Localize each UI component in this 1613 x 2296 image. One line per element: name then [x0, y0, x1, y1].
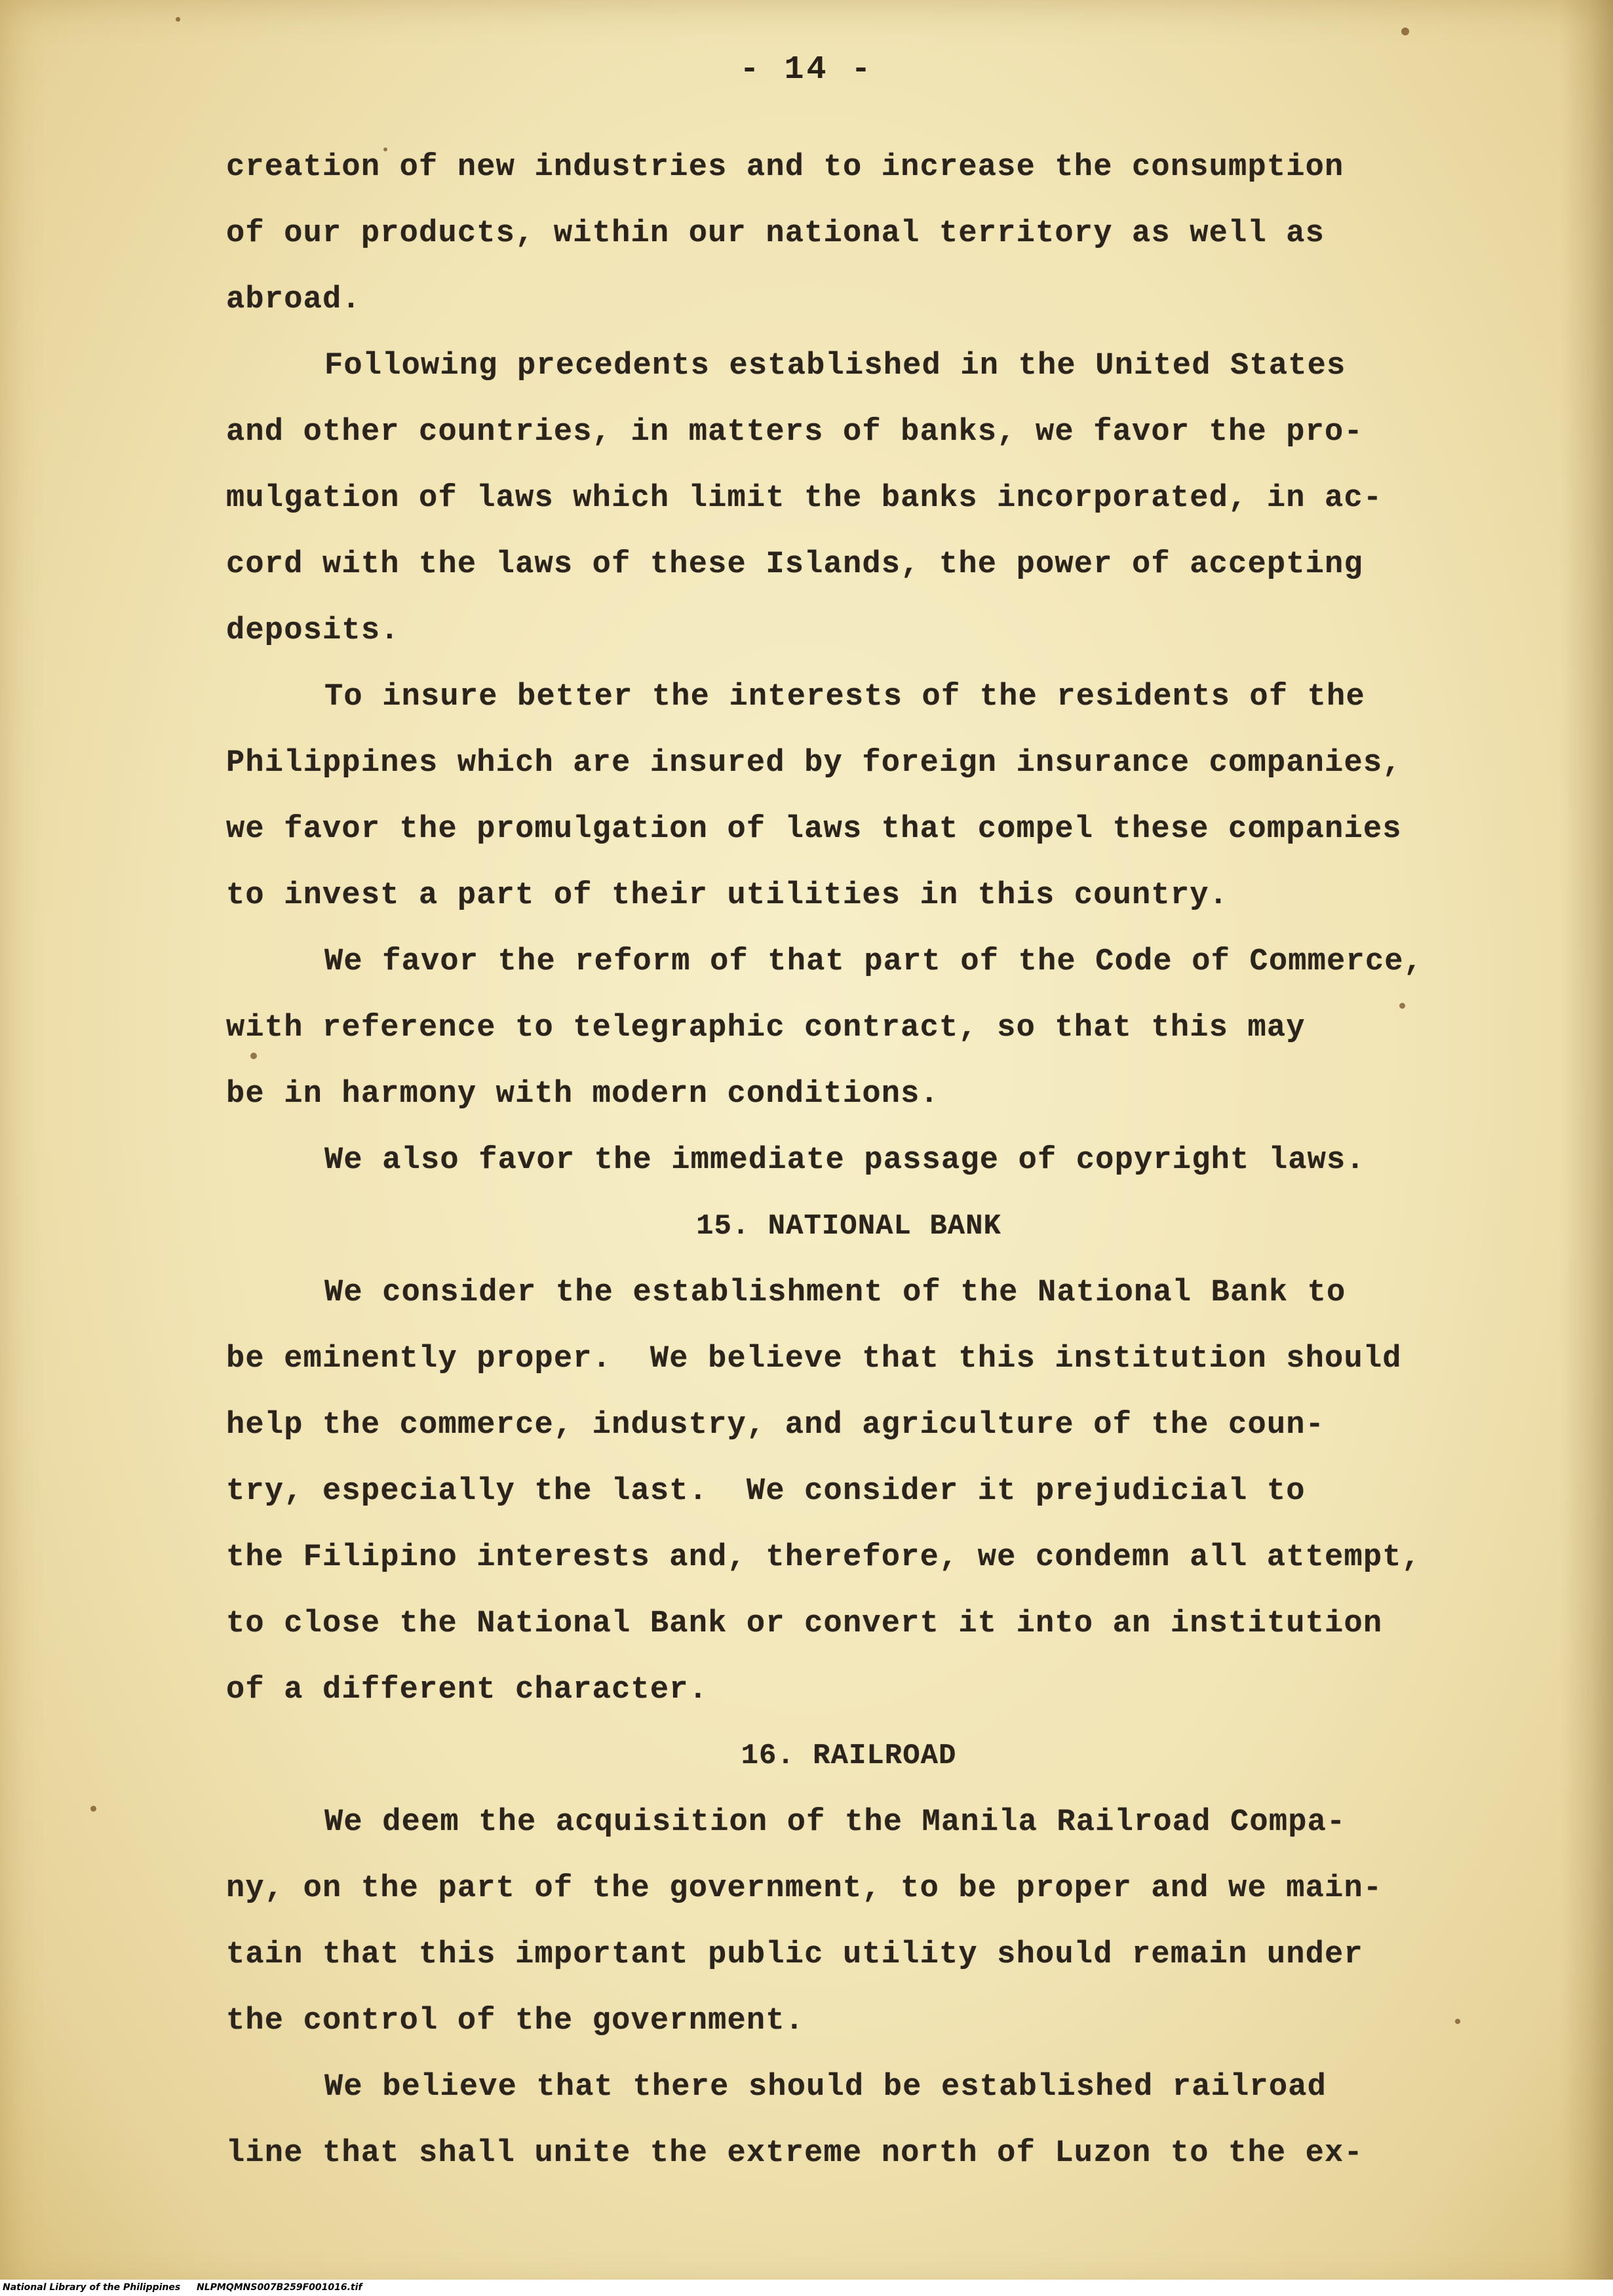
section-heading-national-bank: 15. NATIONAL BANK: [696, 1210, 1001, 1243]
text-line: To insure better the interests of the residents of the: [324, 680, 1365, 714]
paragraph: [226, 333, 1471, 664]
text-line: to close the National Bank or convert it into an institution: [226, 1606, 1383, 1641]
text-line: mulgation of laws which limit the banks incorporated, in ac-: [226, 481, 1383, 516]
text-line: we favor the promulgation of laws that compel these companies: [226, 812, 1402, 847]
text-line: We believe that there should be established railroad: [324, 2070, 1327, 2105]
text-line: Philippines which are insured by foreign insurance companies,: [226, 746, 1402, 781]
text-line: Following precedents established in the United States: [324, 349, 1346, 383]
library-credit: National Library of the Philippines: [3, 2282, 181, 2293]
paragraph: [226, 1789, 1471, 2054]
text-line: creation of new industries and to increase the consumption: [226, 150, 1344, 185]
paragraph: [226, 929, 1471, 1127]
text-line: abroad.: [226, 282, 361, 317]
text-line: be in harmony with modern conditions.: [226, 1077, 939, 1112]
paragraph: [226, 1127, 1471, 1194]
text-line: of our products, within our national territory as well as: [226, 216, 1325, 251]
text-line: We consider the establishment of the National Bank to: [324, 1275, 1346, 1310]
text-line: We also favor the immediate passage of copyright laws.: [324, 1143, 1365, 1178]
text-line: cord with the laws of these Islands, the power of accepting: [226, 547, 1363, 582]
paragraph: [226, 134, 1471, 333]
section-heading-railroad: 16. RAILROAD: [741, 1740, 957, 1772]
text-line: try, especially the last. We consider it prejudicial to: [226, 1474, 1306, 1509]
scan-footer: [0, 2280, 1613, 2296]
stain-spot: [176, 17, 180, 22]
document-body: [226, 134, 1471, 2187]
text-line: tain that this important public utility should remain under: [226, 1937, 1363, 1972]
text-line: the control of the government.: [226, 2004, 805, 2038]
text-line: We favor the reform of that part of the Code of Commerce,: [324, 944, 1424, 979]
file-identifier: NLPMQMNS007B259F001016.tif: [197, 2282, 362, 2293]
text-line: be eminently proper. We believe that this institution should: [226, 1342, 1402, 1376]
page-edge-shadow: [1560, 0, 1613, 2296]
text-line: the Filipino interests and, therefore, we condemn all attempt,: [226, 1540, 1422, 1575]
text-line: deposits.: [226, 613, 400, 648]
text-line: of a different character.: [226, 1673, 709, 1707]
stain-spot: [90, 1806, 96, 1812]
text-line: ny, on the part of the government, to be proper and we main-: [226, 1871, 1383, 1906]
page-number: - 14 -: [739, 51, 874, 88]
text-line: and other countries, in matters of banks, we favor the pro-: [226, 415, 1363, 450]
text-line: to invest a part of their utilities in this country.: [226, 878, 1229, 913]
paragraph: [226, 664, 1471, 929]
text-line: We deem the acquisition of the Manila Railroad Compa-: [324, 1805, 1346, 1840]
text-line: line that shall unite the extreme north of Luzon to the ex-: [226, 2136, 1363, 2171]
text-line: with reference to telegraphic contract, so that this may: [226, 1011, 1306, 1045]
stain-spot: [1401, 28, 1409, 35]
paragraph: [226, 1260, 1471, 1723]
text-line: help the commerce, industry, and agriculture of the coun-: [226, 1408, 1325, 1443]
paragraph: [226, 2054, 1471, 2187]
